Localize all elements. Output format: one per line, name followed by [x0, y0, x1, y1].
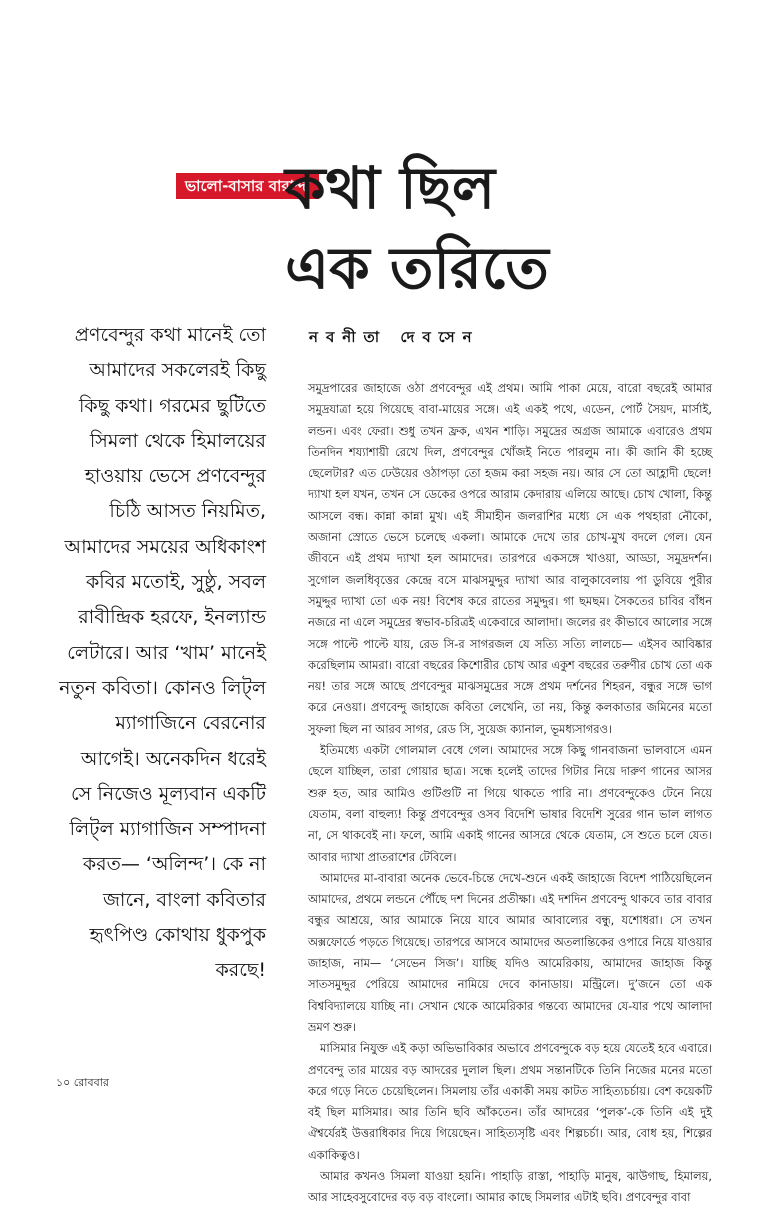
title-line-1: কথা ছিল [285, 154, 496, 222]
pull-quote: প্রণবেন্দুর কথা মানেই তো আমাদের সকলেরই কিছু কিছু কথা। গরমের ছুটিতে সিমলা থেকে হিমালয়ের হাওয়ায় ভেসে প্রণবেন্দুর চিঠি আসত নিয়মিত, আমাদের সময়ের অধিকাংশ কবির মতোই, সুষ্ঠু, সবল রাবীন্দ্রিক হরফে, ইনল্যান্ড লেটারে। আর ‘খাম’ মানেই নতুন কবিতা। কোনও লিট্‌ল ম্যাগাজিনে বেরনোর আগেই। অনেকদিন ধরেই সে নিজেও মূল্যবান একটি লিট্‌ল ম্যাগাজিন সম্পাদনা করত— ‘অলিন্দ’। কে না জানে, বাংলা কবিতার হৃৎপিণ্ড কোথায় ধুকপুক করছে! [59, 324, 266, 982]
article-body [308, 378, 712, 1209]
article-title [285, 148, 755, 308]
body-paragraph: সমুদ্রপারের জাহাজে ওঠা প্রণবেন্দুর এই প্রথম। আমি পাকা মেয়ে, বারো বছরেই আমার সমুদ্রযাত্রা হয়ে গিয়েছে বাবা-মায়ের সঙ্গে। এই একই পথে, এডেন, পোর্ট সৈয়দ, মার্সাই, লন্ডন। এবং ফেরা। শুধু তখন ফ্রক, এখন শাড়ি। সমুদ্রের অগ্রজ আমাকে এবারেও প্রথম তিনদিন শয্যাশায়ী রেখে দিল, প্রণবেন্দুর খোঁজই নিতে পারলুম না। কী জানি কী হচ্ছে ছেলেটার? এত ঢেউয়ের ওঠাপড়া তো হজম করা সহজ নয়। আর সে তো আহ্লাদী ছেলে! দ্যাখা হল যখন, তখন সে ডেকের ওপরে আরাম কেদারায় এলিয়ে আছে। চোখ খোলা, কিন্তু আসলে বন্ধ। কান্না কান্না মুখ। এই সীমাহীন জলরাশির মধ্যে সে এক পথহারা নৌকো, অজানা স্রোতে ভেসে চলেছে একলা। আমাকে দেখে তার চোখ-মুখ বদলে গেল। যেন জীবনে এই প্রথম দ্যাখা হল আমাদের। তারপরে একসঙ্গে খাওয়া, আড্ডা, সমুদ্রদর্শন। সুগোল জলধিবৃত্তের কেন্দ্রে বসে মাঝসমুদ্দুর দ্যাখা আর বালুকাবেলায় পা ডুবিয়ে পুরীর সমুদ্দুর দ্যাখা তো এক নয়! বিশেষ করে রাতের সমুদ্দুর। গা ছমছম। সৈকতের চাবির বাঁধন নজরে না এলে সমুদ্রের স্বভাব-চরিত্রই একেবারে আলাদা। জলের রং কীভাবে আলোর সঙ্গে সঙ্গে পাল্টে পাল্টে যায়, রেড সি-র সাগরজল যে সত্যি সত্যি লালচে— এইসব আবিষ্কার করেছিলাম আমরা। বারো বছরের কিশোরীর চোখ আর একুশ বছরের তরুণীর চোখ তো এক নয়! তার সঙ্গে আছে প্রণবেন্দুর মাঝসমুদ্রের সঙ্গে প্রথম দর্শনের শিহরন, বন্ধুর সঙ্গে ভাগ করে নেওয়া। প্রণবেন্দু জাহাজে কবিতা লেখেনি, তা নয়, কিন্তু কলকাতার জমিনের মতো সুফলা ছিল না আরব সাগর, রেড সি, সুয়েজ ক্যানাল, ভূমধ্যসাগরও। [308, 381, 712, 736]
body-paragraph: ইতিমধ্যে একটা গোলমাল বেধে গেল। আমাদের সঙ্গে কিছু গানবাজনা ভালবাসে এমন ছেলে যাচ্ছিল, তারা গোয়ার ছাত্র। সন্ধে হলেই তাদের গিটার নিয়ে দারুণ গানের আসর শুরু হত, আর আমিও গুটিগুটি না গিয়ে থাকতে পারি না। প্রণবেন্দুকেও টেনে নিয়ে যেতাম, বলা বাহুল্য! কিন্তু প্রণবেন্দুর ওসব বিদেশি ভাষার বিদেশি সুরের গান ভাল লাগত না, সে থাকবেই না। ফলে, আমি একাই গানের আসরে থেকে যেতাম, সে শুতে চলে যেত। আবার দ্যাখা প্রাতরাশের টেবিলে। [308, 743, 712, 864]
section-badge: ভালো-বাসার বারান্দা [176, 173, 319, 199]
body-paragraph: মাসিমার নিযুক্ত এই কড়া অভিভাবিকার অভাবে প্রণবেন্দুকে বড় হয়ে যেতেই হবে এবারে। প্রণবেন্দু তার মায়ের বড় আদরের দুলাল ছিল। প্রথম সন্তানটিকে তিনি নিজের মনের মতো করে গড়ে নিতে চেয়েছিলেন। সিমলায় তাঁর একাকী সময় কাটত সাহিত্যচর্চায়। বেশ কয়েকটি বই ছিল মাসিমার। আর তিনি ছবি আঁকতেন। তাঁর আদরের ‘পুলক’-কে তিনি এই দুই ঐশ্বর্যেরই উত্তরাধিকার দিয়ে গিয়েছেন। সাহিত্যসৃষ্টি এবং শিল্পচর্চা। আর, বোধ হয়, শিল্পের একাকিত্বও। [308, 1041, 712, 1162]
title-line-2: এক তরিতে [285, 234, 549, 302]
author-byline: নবনীতা দেবসেন [309, 328, 480, 346]
body-paragraph: আমার কখনও সিমলা যাওয়া হয়নি। পাহাড়ি রাস্তা, পাহাড়ি মানুষ, ঝাউগাছ, হিমালয়, আর সাহেবসুবোদের বড় বড় বাংলো। আমার কাছে সিমলার এটাই ছবি। প্রণবেন্দুর বাবা [308, 1168, 712, 1205]
body-paragraph: আমাদের মা-বাবারা অনেক ভেবে-চিন্তে দেখে-শুনে একই জাহাজে বিদেশ পাঠিয়েছিলেন আমাদের, প্রথমে লন্ডনে পৌঁছে দশ দিনের প্রতীক্ষা। এই দশদিন প্রণবেন্দু থাকবে তার বাবার বন্ধুর আশ্রয়ে, আর আমাকে নিয়ে যাবে আমার আবাল্যের বন্ধু, যশোধরা। সে তখন অক্সফোর্ডে পড়তে গিয়েছে। তারপরে আসবে আমাদের অতলান্তিকের ওপারে নিয়ে যাওয়ার জাহাজ, নাম— ‘সেভেন সিজ’। যাচ্ছি যদিও আমেরিকায়, আমাদের জাহাজ কিন্তু সাতসমুদ্দুর পেরিয়ে আমাদের নামিয়ে দেবে কানাডায়। মন্ট্রিলে। দু’জনে তো এক বিশ্ববিদ্যালয়ে যাচ্ছি না। সেখান থেকে আমেরিকার গন্তব্যে আমাদের যে-যার পথে আলাদা ভ্রমণ শুরু। [308, 870, 712, 1034]
page-folio: ১০ রোববার [56, 1076, 109, 1089]
